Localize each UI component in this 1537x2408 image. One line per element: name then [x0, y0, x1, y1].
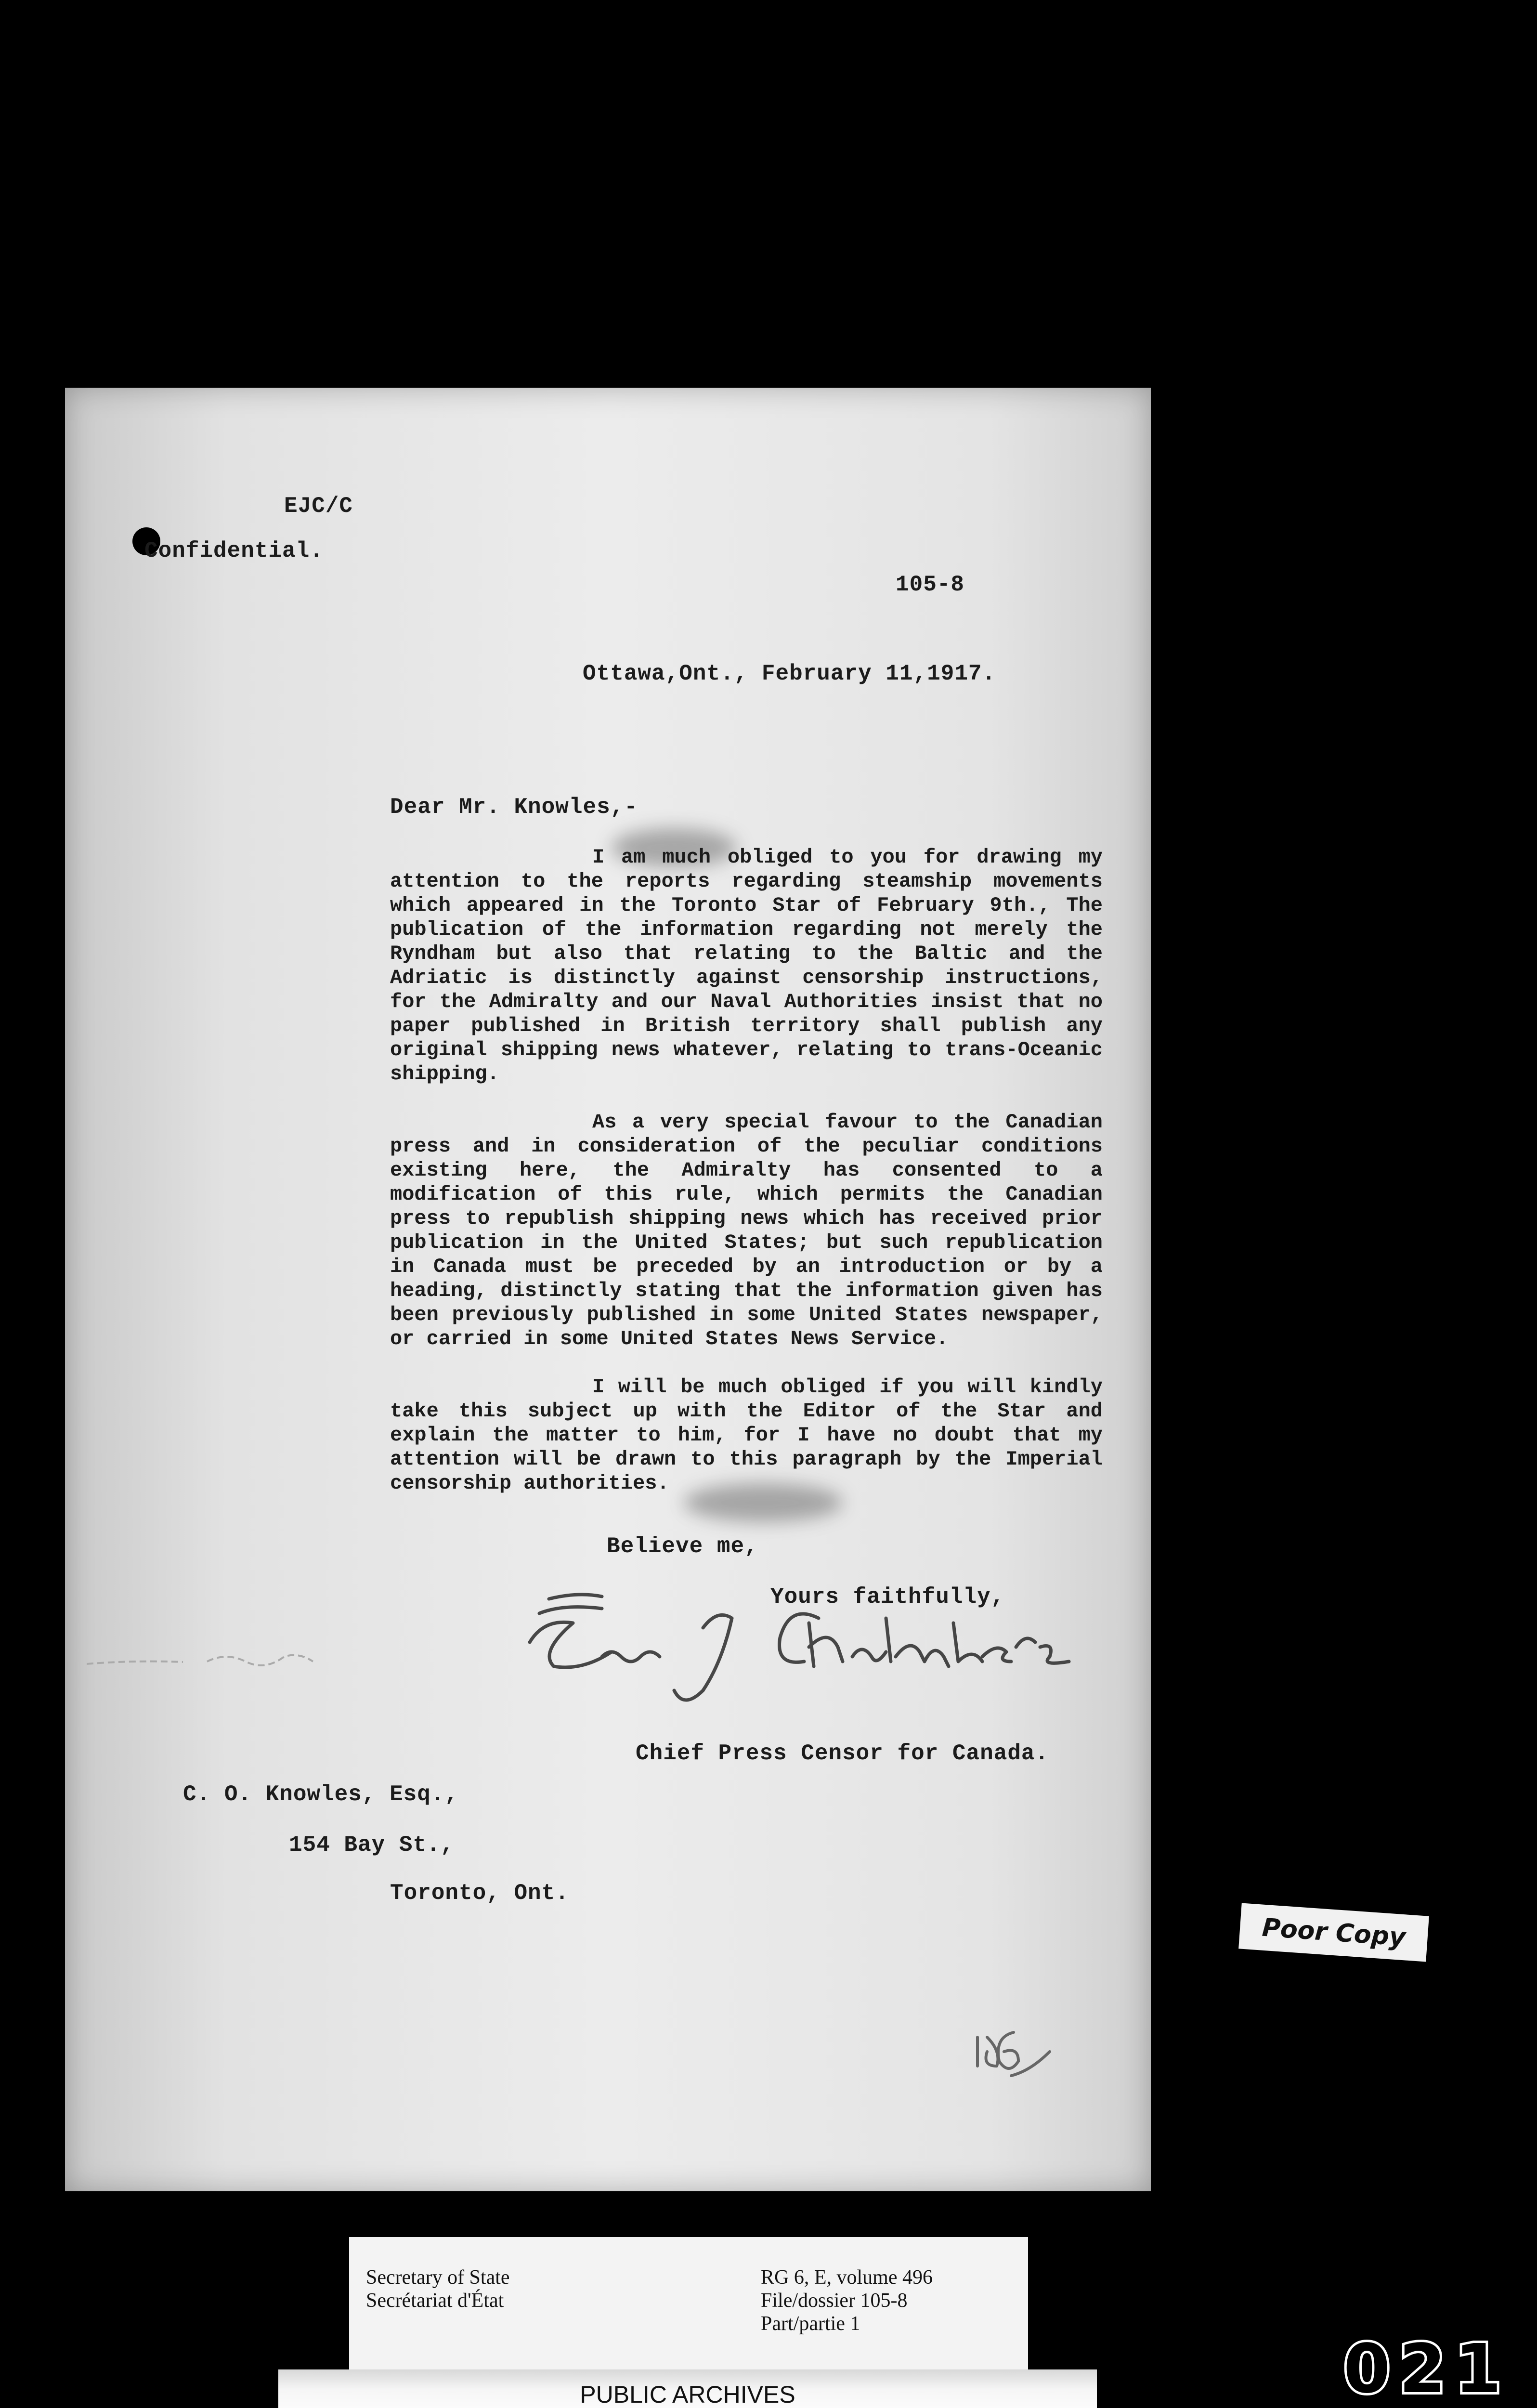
letter-body [390, 845, 1103, 1495]
signer-title: Chief Press Censor for Canada. [636, 1741, 1049, 1766]
closing-yours-faithfully: Yours faithfully, [770, 1584, 1005, 1610]
frame-digit: 0 [1343, 2330, 1391, 2408]
poor-copy-text: Poor Copy [1261, 1913, 1407, 1952]
card-record-group: RG 6, E, volume 496 [761, 2266, 933, 2289]
addressee-city: Toronto, Ont. [390, 1881, 569, 1906]
salutation: Dear Mr. Knowles,- [390, 795, 638, 820]
signature [520, 1589, 1088, 1734]
reference-initials: EJC/C [284, 494, 353, 519]
place-date: Ottawa,Ont., February 11,1917. [583, 661, 996, 686]
poor-copy-label [1238, 1903, 1429, 1962]
frame-digit: 1 [1454, 2330, 1502, 2408]
card-dept-en: Secretary of State [366, 2266, 510, 2289]
pencil-page-number [968, 2018, 1064, 2085]
confidential-label: Confidential. [144, 538, 324, 563]
card-dept-fr: Secrétariat d'État [366, 2290, 504, 2312]
archive-band [278, 2369, 1097, 2408]
frame-digit: 2 [1399, 2330, 1446, 2408]
paragraph-2: As a very special favour to the Canadian press and in consideration of the peculiar conditions existing here, the Admiralty has consented to a modification of this rule, which permits the Canadian press to republish shipping news which has received prior publication in the United States; but such republication in Canada must be preceded by an introduction or by a heading, distinctly stating that the information given has been previously published in some United States newspaper, or carried in some United States News Service. [390, 1111, 1103, 1350]
card-part: Part/partie 1 [761, 2313, 860, 2335]
addressee-name: C. O. Knowles, Esq., [183, 1782, 459, 1807]
paragraph-1: I am much obliged to you for drawing my attention to the reports regarding steamship movements which appeared in the Toronto Star of February 9th., The publication of the information regarding not merely the Ryndham but also that relating to the Baltic and the Adriatic is distinctly against censorship instructions, for the Admiralty and our Naval Authorities insist that no paper published in British territory shall publish any original shipping news whatever, relating to trans-Oceanic shipping. [390, 846, 1103, 1086]
file-number: 105-8 [896, 572, 965, 597]
archive-band-en: PUBLIC ARCHIVES [580, 2381, 795, 2408]
closing-believe-me: Believe me, [607, 1534, 758, 1559]
faint-pencil-mark [87, 1647, 376, 1676]
addressee-street: 154 Bay St., [289, 1832, 455, 1858]
frame-number [1343, 2330, 1502, 2408]
card-file: File/dossier 105-8 [761, 2290, 908, 2312]
paragraph-3: I will be much obliged if you will kindly take this subject up with the Editor of the Star and explain the matter to him, for I have no doubt that my attention will be drawn to this paragraph by the Imperial censorship authorities. [390, 1375, 1103, 1495]
